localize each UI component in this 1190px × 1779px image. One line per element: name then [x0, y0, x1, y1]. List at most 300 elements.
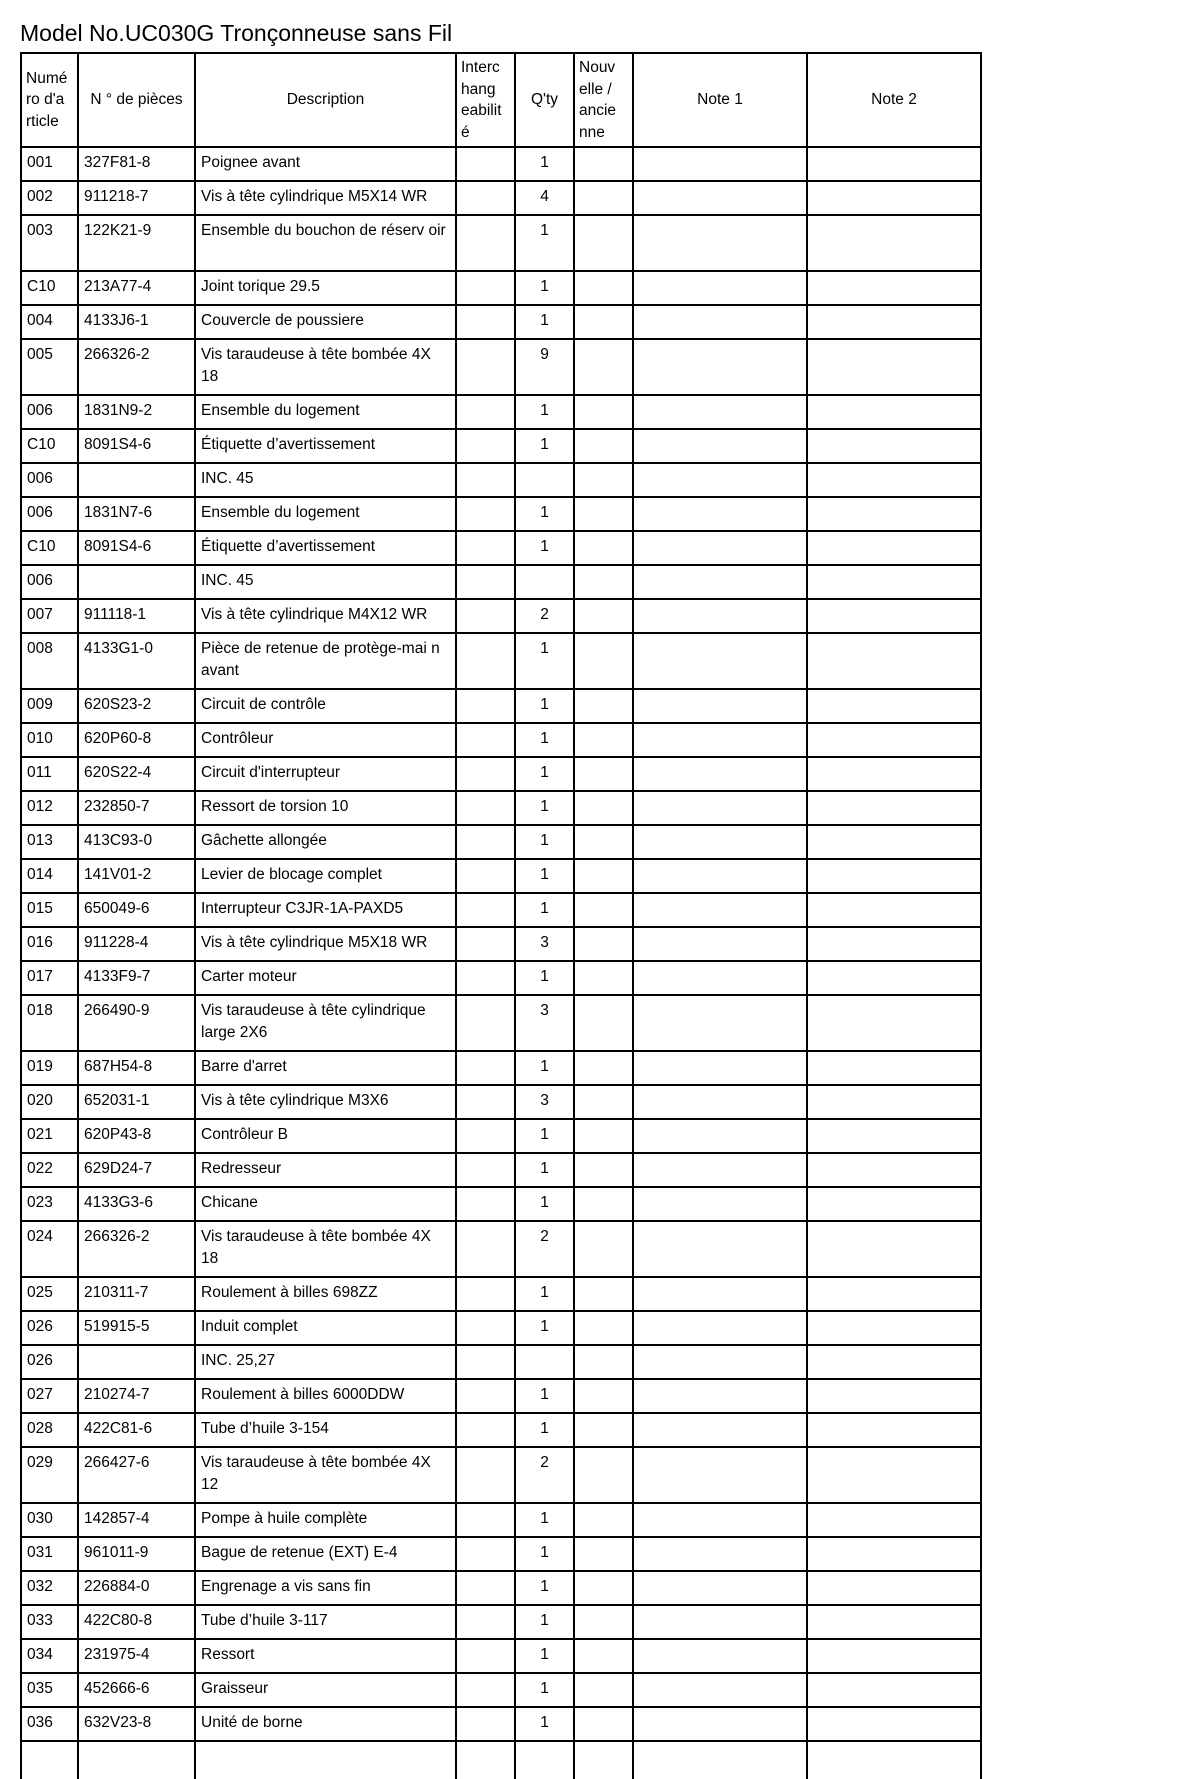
cell-item-number: 003: [21, 215, 78, 271]
cell-new-old: [574, 215, 633, 271]
cell-part-number: [78, 463, 195, 497]
cell-note-2: [807, 961, 981, 995]
cell-description: Pièce de retenue de protège-mai n avant: [195, 633, 456, 689]
cell-quantity: 1: [515, 1051, 574, 1085]
table-row: [21, 1413, 981, 1447]
cell-description: Vis taraudeuse à tête bombée 4X 18: [195, 1221, 456, 1277]
cell-new-old: [574, 429, 633, 463]
cell-new-old: [574, 305, 633, 339]
cell-note-2: [807, 1503, 981, 1537]
cell-note-2: [807, 1153, 981, 1187]
cell-part-number: 620S22-4: [78, 757, 195, 791]
cell-note-1: [633, 825, 807, 859]
col-header-quantity: Q'ty: [515, 53, 574, 147]
empty-cell: [515, 1741, 574, 1779]
cell-note-2: [807, 1379, 981, 1413]
cell-note-2: [807, 1311, 981, 1345]
cell-quantity: 1: [515, 825, 574, 859]
cell-description: Contrôleur: [195, 723, 456, 757]
cell-part-number: 327F81-8: [78, 147, 195, 181]
cell-description: Couvercle de poussiere: [195, 305, 456, 339]
cell-item-number: 034: [21, 1639, 78, 1673]
cell-quantity: 1: [515, 271, 574, 305]
cell-new-old: [574, 995, 633, 1051]
col-header-interchangeability: Interc hang eabilit é: [456, 53, 515, 147]
cell-quantity: 1: [515, 1413, 574, 1447]
cell-quantity: 1: [515, 531, 574, 565]
cell-quantity: 1: [515, 1503, 574, 1537]
table-row: [21, 1571, 981, 1605]
cell-note-1: [633, 1447, 807, 1503]
cell-new-old: [574, 271, 633, 305]
empty-cell: [807, 1741, 981, 1779]
cell-note-1: [633, 565, 807, 599]
table-row: [21, 723, 981, 757]
cell-item-number: 033: [21, 1605, 78, 1639]
cell-interchangeability: [456, 1447, 515, 1503]
cell-new-old: [574, 927, 633, 961]
cell-note-2: [807, 1085, 981, 1119]
cell-description: Interrupteur C3JR-1A-PAXD5: [195, 893, 456, 927]
cell-item-number: 006: [21, 497, 78, 531]
cell-item-number: 024: [21, 1221, 78, 1277]
cell-interchangeability: [456, 395, 515, 429]
cell-item-number: C10: [21, 531, 78, 565]
cell-description: Vis à tête cylindrique M5X18 WR: [195, 927, 456, 961]
cell-new-old: [574, 1503, 633, 1537]
cell-interchangeability: [456, 633, 515, 689]
cell-new-old: [574, 1571, 633, 1605]
table-row: [21, 497, 981, 531]
cell-note-2: [807, 181, 981, 215]
cell-part-number: 911218-7: [78, 181, 195, 215]
cell-description: Barre d'arret: [195, 1051, 456, 1085]
cell-new-old: [574, 893, 633, 927]
cell-description: Ensemble du bouchon de réserv oir: [195, 215, 456, 271]
cell-note-2: [807, 1673, 981, 1707]
table-row: [21, 1605, 981, 1639]
cell-note-1: [633, 1153, 807, 1187]
cell-note-2: [807, 1707, 981, 1741]
table-row: [21, 271, 981, 305]
cell-new-old: [574, 565, 633, 599]
cell-note-1: [633, 1537, 807, 1571]
cell-quantity: 3: [515, 1085, 574, 1119]
cell-note-2: [807, 791, 981, 825]
cell-item-number: 002: [21, 181, 78, 215]
cell-note-1: [633, 791, 807, 825]
table-row: [21, 859, 981, 893]
cell-note-1: [633, 305, 807, 339]
table-row: [21, 961, 981, 995]
cell-interchangeability: [456, 1639, 515, 1673]
table-row: [21, 1221, 981, 1277]
cell-description: Circuit d'interrupteur: [195, 757, 456, 791]
cell-note-2: [807, 339, 981, 395]
cell-quantity: 4: [515, 181, 574, 215]
col-header-new-old: Nouv elle / ancie nne: [574, 53, 633, 147]
cell-item-number: 018: [21, 995, 78, 1051]
cell-description: Vis taraudeuse à tête bombée 4X 18: [195, 339, 456, 395]
table-row: [21, 395, 981, 429]
cell-quantity: 1: [515, 147, 574, 181]
cell-note-1: [633, 995, 807, 1051]
table-row: [21, 689, 981, 723]
cell-item-number: 015: [21, 893, 78, 927]
cell-interchangeability: [456, 927, 515, 961]
cell-new-old: [574, 1221, 633, 1277]
cell-part-number: 911228-4: [78, 927, 195, 961]
cell-note-1: [633, 1413, 807, 1447]
cell-description: Vis à tête cylindrique M3X6: [195, 1085, 456, 1119]
cell-item-number: 004: [21, 305, 78, 339]
cell-quantity: 1: [515, 1153, 574, 1187]
cell-part-number: 141V01-2: [78, 859, 195, 893]
cell-note-2: [807, 927, 981, 961]
cell-part-number: 4133G3-6: [78, 1187, 195, 1221]
cell-item-number: 032: [21, 1571, 78, 1605]
cell-item-number: 028: [21, 1413, 78, 1447]
cell-item-number: 030: [21, 1503, 78, 1537]
cell-quantity: 1: [515, 757, 574, 791]
cell-part-number: 266326-2: [78, 1221, 195, 1277]
cell-description: Graisseur: [195, 1673, 456, 1707]
cell-item-number: 016: [21, 927, 78, 961]
cell-note-1: [633, 531, 807, 565]
cell-part-number: 452666-6: [78, 1673, 195, 1707]
cell-new-old: [574, 723, 633, 757]
cell-quantity: 2: [515, 1447, 574, 1503]
cell-new-old: [574, 1311, 633, 1345]
cell-note-1: [633, 893, 807, 927]
cell-item-number: 008: [21, 633, 78, 689]
cell-note-1: [633, 1639, 807, 1673]
cell-item-number: 027: [21, 1379, 78, 1413]
cell-quantity: 2: [515, 1221, 574, 1277]
cell-interchangeability: [456, 339, 515, 395]
table-row: [21, 1673, 981, 1707]
parts-table: [20, 52, 982, 1779]
table-row: [21, 531, 981, 565]
table-row: [21, 1537, 981, 1571]
cell-description: Redresseur: [195, 1153, 456, 1187]
table-row: [21, 1051, 981, 1085]
cell-interchangeability: [456, 825, 515, 859]
cell-note-2: [807, 429, 981, 463]
cell-quantity: 1: [515, 1277, 574, 1311]
cell-note-2: [807, 757, 981, 791]
cell-new-old: [574, 1153, 633, 1187]
cell-note-1: [633, 271, 807, 305]
cell-quantity: 1: [515, 215, 574, 271]
cell-item-number: 026: [21, 1345, 78, 1379]
cell-note-1: [633, 1571, 807, 1605]
cell-part-number: 8091S4-6: [78, 531, 195, 565]
table-row: [21, 215, 981, 271]
cell-quantity: [515, 565, 574, 599]
cell-part-number: 519915-5: [78, 1311, 195, 1345]
cell-quantity: 9: [515, 339, 574, 395]
cell-description: Contrôleur B: [195, 1119, 456, 1153]
cell-description: Vis à tête cylindrique M5X14 WR: [195, 181, 456, 215]
cell-item-number: 010: [21, 723, 78, 757]
table-row: [21, 1379, 981, 1413]
cell-item-number: 036: [21, 1707, 78, 1741]
cell-new-old: [574, 1085, 633, 1119]
table-row: [21, 927, 981, 961]
cell-interchangeability: [456, 1571, 515, 1605]
cell-description: Vis taraudeuse à tête cylindrique large 2X6: [195, 995, 456, 1051]
table-row: [21, 147, 981, 181]
cell-note-1: [633, 497, 807, 531]
cell-quantity: 1: [515, 1707, 574, 1741]
cell-new-old: [574, 1605, 633, 1639]
cell-note-1: [633, 1707, 807, 1741]
table-row: [21, 181, 981, 215]
cell-note-2: [807, 723, 981, 757]
cell-quantity: 2: [515, 599, 574, 633]
empty-cell: [195, 1741, 456, 1779]
cell-quantity: 1: [515, 395, 574, 429]
cell-part-number: 4133F9-7: [78, 961, 195, 995]
cell-interchangeability: [456, 565, 515, 599]
table-row: [21, 825, 981, 859]
cell-interchangeability: [456, 1119, 515, 1153]
empty-cell: [78, 1741, 195, 1779]
cell-interchangeability: [456, 271, 515, 305]
cell-quantity: 1: [515, 859, 574, 893]
cell-note-2: [807, 463, 981, 497]
table-header-row: [21, 53, 981, 147]
cell-note-2: [807, 1345, 981, 1379]
cell-note-2: [807, 215, 981, 271]
page-title: Model No.UC030G Tronçonneuse sans Fil: [20, 20, 453, 46]
cell-quantity: 1: [515, 791, 574, 825]
cell-description: INC. 25,27: [195, 1345, 456, 1379]
cell-note-1: [633, 463, 807, 497]
cell-new-old: [574, 599, 633, 633]
cell-note-1: [633, 1119, 807, 1153]
cell-interchangeability: [456, 463, 515, 497]
cell-interchangeability: [456, 893, 515, 927]
cell-item-number: C10: [21, 271, 78, 305]
cell-interchangeability: [456, 215, 515, 271]
cell-note-1: [633, 961, 807, 995]
cell-note-1: [633, 395, 807, 429]
table-row: [21, 463, 981, 497]
cell-quantity: 1: [515, 893, 574, 927]
empty-cell: [574, 1741, 633, 1779]
cell-part-number: 232850-7: [78, 791, 195, 825]
cell-description: Carter moteur: [195, 961, 456, 995]
cell-description: INC. 45: [195, 463, 456, 497]
cell-note-1: [633, 599, 807, 633]
cell-item-number: 025: [21, 1277, 78, 1311]
cell-note-2: [807, 893, 981, 927]
cell-quantity: 1: [515, 1187, 574, 1221]
cell-part-number: 422C80-8: [78, 1605, 195, 1639]
cell-note-2: [807, 1605, 981, 1639]
cell-item-number: 019: [21, 1051, 78, 1085]
cell-part-number: 422C81-6: [78, 1413, 195, 1447]
cell-description: Gâchette allongée: [195, 825, 456, 859]
cell-new-old: [574, 825, 633, 859]
cell-interchangeability: [456, 1221, 515, 1277]
cell-note-2: [807, 395, 981, 429]
cell-note-2: [807, 689, 981, 723]
cell-new-old: [574, 1051, 633, 1085]
table-row: [21, 599, 981, 633]
cell-new-old: [574, 1345, 633, 1379]
cell-quantity: 3: [515, 995, 574, 1051]
cell-item-number: 009: [21, 689, 78, 723]
cell-part-number: 266490-9: [78, 995, 195, 1051]
cell-interchangeability: [456, 1379, 515, 1413]
cell-quantity: 1: [515, 723, 574, 757]
cell-note-1: [633, 1503, 807, 1537]
cell-item-number: 005: [21, 339, 78, 395]
cell-description: Induit complet: [195, 1311, 456, 1345]
cell-item-number: 013: [21, 825, 78, 859]
cell-new-old: [574, 1673, 633, 1707]
cell-note-1: [633, 1379, 807, 1413]
table-row: [21, 565, 981, 599]
cell-note-2: [807, 305, 981, 339]
cell-description: INC. 45: [195, 565, 456, 599]
cell-interchangeability: [456, 1311, 515, 1345]
cell-note-1: [633, 1605, 807, 1639]
cell-part-number: 632V23-8: [78, 1707, 195, 1741]
cell-item-number: 014: [21, 859, 78, 893]
cell-new-old: [574, 1447, 633, 1503]
table-row: [21, 1187, 981, 1221]
cell-item-number: 012: [21, 791, 78, 825]
cell-description: Ressort: [195, 1639, 456, 1673]
cell-quantity: [515, 463, 574, 497]
cell-note-2: [807, 565, 981, 599]
cell-part-number: 687H54-8: [78, 1051, 195, 1085]
table-row-cut-off: [21, 1741, 981, 1779]
cell-interchangeability: [456, 429, 515, 463]
cell-interchangeability: [456, 757, 515, 791]
cell-quantity: 1: [515, 305, 574, 339]
cell-part-number: [78, 1345, 195, 1379]
cell-description: Tube d’huile 3-154: [195, 1413, 456, 1447]
cell-quantity: 1: [515, 1311, 574, 1345]
cell-description: Roulement à billes 6000DDW: [195, 1379, 456, 1413]
cell-note-2: [807, 147, 981, 181]
cell-new-old: [574, 1119, 633, 1153]
cell-item-number: C10: [21, 429, 78, 463]
cell-quantity: 1: [515, 429, 574, 463]
table-row: [21, 1119, 981, 1153]
cell-interchangeability: [456, 305, 515, 339]
cell-interchangeability: [456, 791, 515, 825]
cell-interchangeability: [456, 1605, 515, 1639]
cell-description: Bague de retenue (EXT) E-4: [195, 1537, 456, 1571]
cell-quantity: 1: [515, 689, 574, 723]
cell-interchangeability: [456, 181, 515, 215]
cell-part-number: 961011-9: [78, 1537, 195, 1571]
cell-note-2: [807, 1537, 981, 1571]
col-header-note-1: Note 1: [633, 53, 807, 147]
cell-interchangeability: [456, 1085, 515, 1119]
cell-interchangeability: [456, 1673, 515, 1707]
cell-new-old: [574, 395, 633, 429]
cell-part-number: 142857-4: [78, 1503, 195, 1537]
cell-interchangeability: [456, 723, 515, 757]
table-row: [21, 1085, 981, 1119]
cell-item-number: 007: [21, 599, 78, 633]
cell-new-old: [574, 689, 633, 723]
cell-description: Joint torique 29.5: [195, 271, 456, 305]
cell-note-1: [633, 633, 807, 689]
table-row: [21, 1447, 981, 1503]
cell-note-1: [633, 215, 807, 271]
cell-interchangeability: [456, 147, 515, 181]
cell-quantity: 1: [515, 961, 574, 995]
cell-note-1: [633, 1051, 807, 1085]
cell-note-1: [633, 689, 807, 723]
cell-new-old: [574, 1413, 633, 1447]
cell-interchangeability: [456, 689, 515, 723]
cell-note-1: [633, 1311, 807, 1345]
cell-interchangeability: [456, 859, 515, 893]
cell-new-old: [574, 791, 633, 825]
cell-note-2: [807, 825, 981, 859]
cell-note-1: [633, 859, 807, 893]
cell-part-number: 1831N9-2: [78, 395, 195, 429]
cell-part-number: 413C93-0: [78, 825, 195, 859]
cell-note-2: [807, 1413, 981, 1447]
cell-item-number: 006: [21, 463, 78, 497]
cell-new-old: [574, 1187, 633, 1221]
col-header-part-number: N ° de pièces: [78, 53, 195, 147]
cell-note-2: [807, 859, 981, 893]
cell-item-number: 023: [21, 1187, 78, 1221]
cell-part-number: 210311-7: [78, 1277, 195, 1311]
cell-interchangeability: [456, 599, 515, 633]
cell-note-1: [633, 1221, 807, 1277]
cell-description: Ensemble du logement: [195, 395, 456, 429]
cell-part-number: 652031-1: [78, 1085, 195, 1119]
empty-cell: [21, 1741, 78, 1779]
cell-note-2: [807, 633, 981, 689]
cell-interchangeability: [456, 995, 515, 1051]
cell-new-old: [574, 339, 633, 395]
cell-item-number: 026: [21, 1311, 78, 1345]
cell-new-old: [574, 633, 633, 689]
cell-part-number: 4133G1-0: [78, 633, 195, 689]
cell-part-number: 266326-2: [78, 339, 195, 395]
cell-interchangeability: [456, 1051, 515, 1085]
cell-part-number: 210274-7: [78, 1379, 195, 1413]
cell-note-2: [807, 1051, 981, 1085]
cell-note-2: [807, 599, 981, 633]
cell-part-number: [78, 565, 195, 599]
table-row: [21, 1707, 981, 1741]
cell-item-number: 029: [21, 1447, 78, 1503]
cell-part-number: 911118-1: [78, 599, 195, 633]
cell-part-number: 8091S4-6: [78, 429, 195, 463]
cell-item-number: 031: [21, 1537, 78, 1571]
cell-description: Poignee avant: [195, 147, 456, 181]
cell-part-number: 213A77-4: [78, 271, 195, 305]
table-row: [21, 995, 981, 1051]
cell-new-old: [574, 757, 633, 791]
cell-note-2: [807, 1277, 981, 1311]
table-row: [21, 305, 981, 339]
